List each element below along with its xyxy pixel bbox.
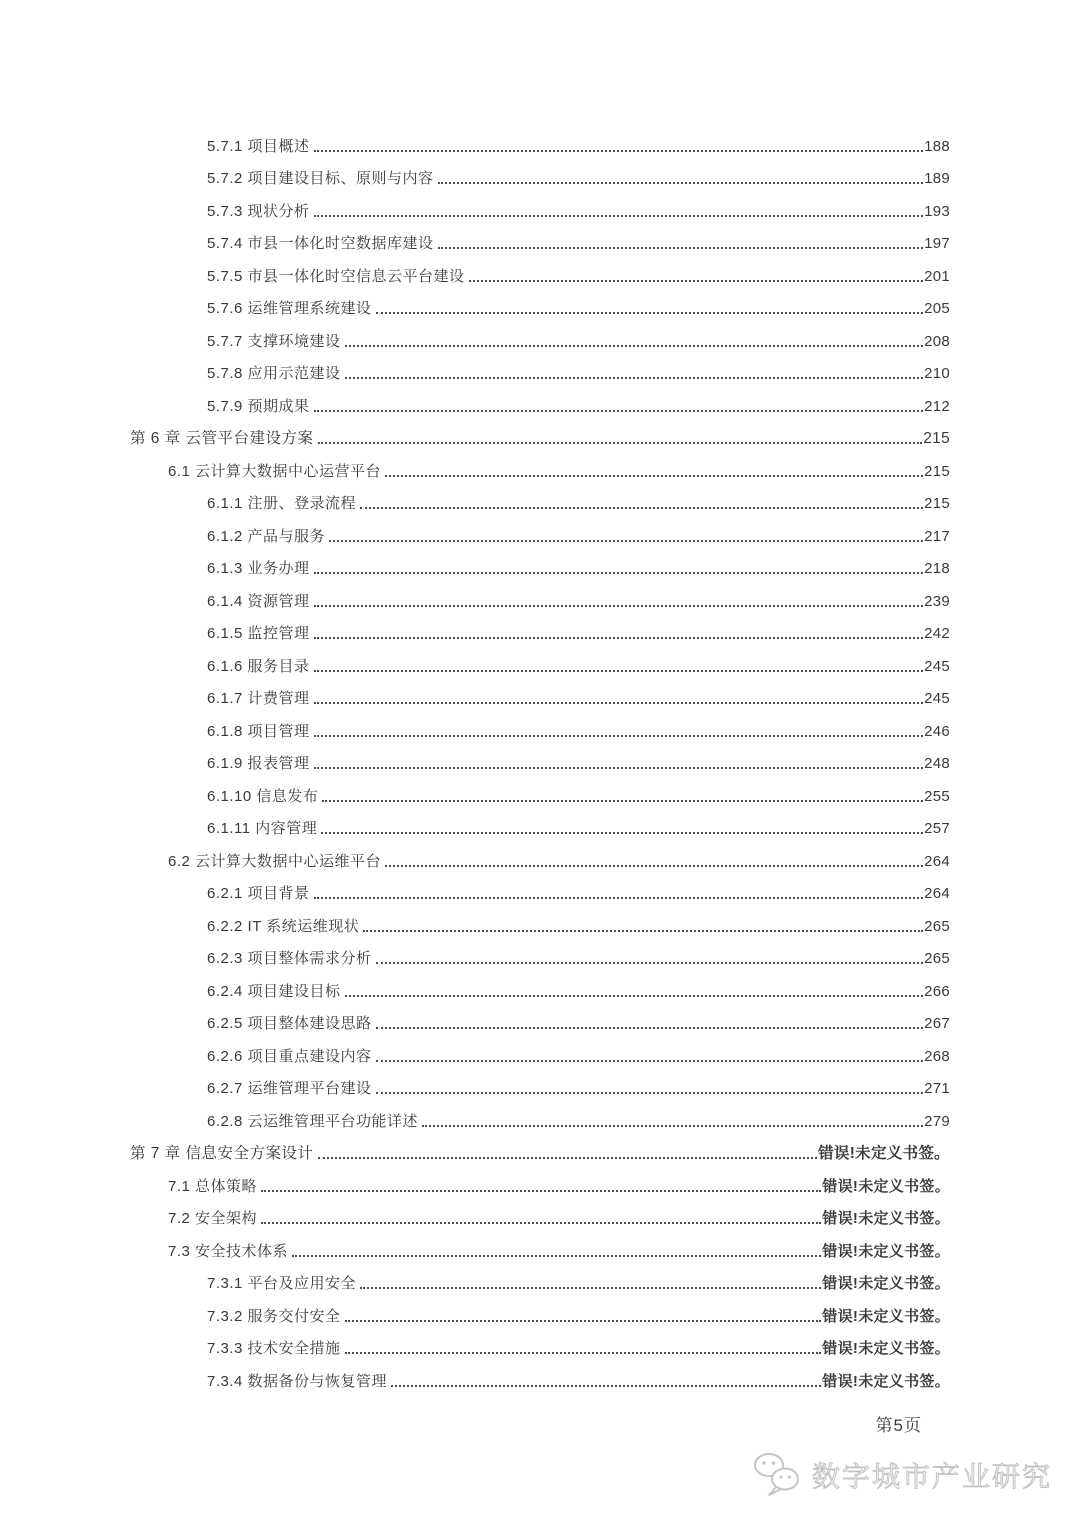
toc-entry <box>130 741 950 774</box>
toc-entry <box>130 481 950 514</box>
toc-entry-label: 6.2.1 项目背景 <box>207 885 310 902</box>
toc-entry-label: 6.1.10 信息发布 <box>207 787 319 805</box>
toc-entry-label: 5.7.6 运维管理系统建设 <box>207 300 372 317</box>
dot-leader <box>345 377 924 379</box>
dot-leader <box>314 215 924 217</box>
toc-entry-page: 271 <box>924 1080 950 1097</box>
toc-entry-page: 268 <box>924 1047 950 1065</box>
dot-leader <box>329 540 923 542</box>
toc-entry-page: 215 <box>924 495 950 512</box>
toc-entry-label: 6.2.3 项目整体需求分析 <box>207 950 372 967</box>
toc-entry <box>130 643 950 676</box>
toc-entry <box>130 871 950 904</box>
wechat-logo-icon <box>752 1452 804 1498</box>
dot-leader <box>318 442 923 444</box>
toc-entry-page: 246 <box>924 722 950 740</box>
toc-entry-label: 6.2.5 项目整体建设思路 <box>207 1015 372 1032</box>
toc-entry-page: 239 <box>924 592 950 610</box>
toc-entry <box>130 1066 950 1099</box>
dot-leader <box>314 150 924 152</box>
toc-entry-page: 267 <box>924 1015 950 1032</box>
toc-entry-page: 193 <box>924 202 950 220</box>
dot-leader <box>314 670 924 672</box>
dot-leader <box>314 410 924 412</box>
toc-entry <box>130 383 950 416</box>
toc-entry <box>130 1163 950 1196</box>
toc-entry-page: 265 <box>924 917 950 935</box>
toc-entry-page: 264 <box>924 852 950 870</box>
dot-leader <box>318 1157 818 1159</box>
toc-entry-page: 错误!未定义书签。 <box>822 1210 950 1227</box>
watermark-text: 数字城市产业研究 <box>811 1461 1052 1492</box>
toc-entry-label: 6.2.2 IT 系统运维现状 <box>207 917 360 935</box>
dot-leader <box>360 507 923 509</box>
dot-leader <box>438 247 924 249</box>
toc-entry-label: 7.3.1 平台及应用安全 <box>207 1275 357 1292</box>
toc-entry-label: 6.1.5 监控管理 <box>207 625 310 642</box>
toc-entry-label: 6.1.9 报表管理 <box>207 755 310 772</box>
dot-leader <box>314 605 924 607</box>
page-number-footer: 第5页 <box>875 1416 922 1435</box>
toc-entry-page: 266 <box>924 982 950 1000</box>
toc-entry <box>130 578 950 611</box>
toc-entry-page: 245 <box>924 657 950 675</box>
toc-entry <box>130 838 950 871</box>
dot-leader <box>261 1222 821 1224</box>
toc-entry-label: 5.7.5 市县一体化时空信息云平台建设 <box>207 267 465 285</box>
toc-entry <box>130 286 950 319</box>
dot-leader <box>322 800 923 802</box>
toc-entry-label: 7.1 总体策略 <box>168 1177 258 1195</box>
toc-entry <box>130 1033 950 1066</box>
table-of-contents <box>130 123 950 1391</box>
dot-leader <box>261 1190 821 1192</box>
toc-entry-page: 205 <box>924 300 950 317</box>
toc-entry-label: 6.2.4 项目建设目标 <box>207 982 341 1000</box>
watermark <box>752 1452 1052 1498</box>
toc-entry-page: 279 <box>924 1112 950 1130</box>
dot-leader <box>385 475 923 477</box>
toc-entry-page: 189 <box>924 170 950 187</box>
toc-entry-page: 248 <box>924 755 950 772</box>
dot-leader <box>438 182 924 184</box>
toc-entry <box>130 806 950 839</box>
toc-entry-label: 5.7.9 预期成果 <box>207 397 310 415</box>
toc-entry-label: 6.1.3 业务办理 <box>207 560 310 577</box>
toc-entry-label: 6.1.4 资源管理 <box>207 592 310 610</box>
toc-entry-label: 6.2.8 云运维管理平台功能详述 <box>207 1112 419 1130</box>
dot-leader <box>314 767 924 769</box>
toc-entry-page: 188 <box>924 137 950 155</box>
toc-entry-label: 7.3 安全技术体系 <box>168 1242 289 1260</box>
toc-entry-page: 245 <box>924 690 950 707</box>
dot-leader <box>345 345 924 347</box>
toc-entry <box>130 708 950 741</box>
toc-entry-page: 210 <box>924 365 950 382</box>
toc-entry-label: 5.7.1 项目概述 <box>207 137 310 155</box>
toc-entry-label: 6.1.2 产品与服务 <box>207 527 326 545</box>
dot-leader <box>469 280 924 282</box>
toc-entry-label: 第 6 章 云管平台建设方案 <box>130 430 314 447</box>
toc-entry-label: 6.1.7 计费管理 <box>207 690 310 707</box>
toc-entry-page: 265 <box>924 950 950 967</box>
toc-entry <box>130 123 950 156</box>
toc-entry <box>130 936 950 969</box>
toc-entry-page: 错误!未定义书签。 <box>822 1340 950 1357</box>
toc-entry-page: 错误!未定义书签。 <box>822 1372 950 1390</box>
toc-entry-label: 6.1.11 内容管理 <box>207 820 318 837</box>
toc-entry-page: 255 <box>924 787 950 805</box>
toc-entry-label: 6.1.1 注册、登录流程 <box>207 495 357 512</box>
toc-entry-label: 6.1.6 服务目录 <box>207 657 310 675</box>
toc-entry <box>130 1131 950 1164</box>
dot-leader <box>345 1352 822 1354</box>
toc-entry-page: 错误!未定义书签。 <box>822 1275 950 1292</box>
toc-entry <box>130 1001 950 1034</box>
toc-entry-label: 7.3.2 服务交付安全 <box>207 1307 341 1325</box>
toc-entry <box>130 903 950 936</box>
toc-entry <box>130 1358 950 1391</box>
toc-entry <box>130 546 950 579</box>
dot-leader <box>314 897 924 899</box>
toc-entry-label: 6.2 云计算大数据中心运维平台 <box>168 852 382 870</box>
dot-leader <box>314 572 924 574</box>
toc-entry-page: 218 <box>924 560 950 577</box>
toc-entry-page: 242 <box>924 625 950 642</box>
toc-entry-label: 6.2.6 项目重点建设内容 <box>207 1047 372 1065</box>
toc-entry <box>130 253 950 286</box>
toc-entry-label: 5.7.8 应用示范建设 <box>207 365 341 382</box>
toc-entry-label: 6.1.8 项目管理 <box>207 722 310 740</box>
toc-entry-label: 6.1 云计算大数据中心运营平台 <box>168 462 382 480</box>
toc-entry-label: 7.2 安全架构 <box>168 1210 258 1227</box>
toc-entry-page: 215 <box>924 462 950 480</box>
toc-entry <box>130 1196 950 1229</box>
toc-entry-label: 7.3.3 技术安全措施 <box>207 1340 341 1357</box>
toc-entry <box>130 611 950 644</box>
toc-entry <box>130 351 950 384</box>
toc-entry-label: 第 7 章 信息安全方案设计 <box>130 1145 314 1162</box>
toc-entry <box>130 773 950 806</box>
toc-entry-page: 错误!未定义书签。 <box>822 1307 950 1325</box>
toc-entry-page: 257 <box>924 820 950 837</box>
toc-entry-page: 208 <box>924 332 950 350</box>
dot-leader <box>345 995 924 997</box>
toc-entry-page: 264 <box>924 885 950 902</box>
toc-entry <box>130 416 950 449</box>
toc-entry <box>130 1326 950 1359</box>
toc-entry <box>130 318 950 351</box>
toc-entry-page: 212 <box>924 397 950 415</box>
toc-entry-page: 197 <box>924 235 950 252</box>
toc-entry-label: 7.3.4 数据备份与恢复管理 <box>207 1372 388 1390</box>
toc-entry <box>130 1228 950 1261</box>
dot-leader <box>360 1287 821 1289</box>
dot-leader <box>391 1385 821 1387</box>
toc-entry <box>130 968 950 1001</box>
toc-entry-label: 6.2.7 运维管理平台建设 <box>207 1080 372 1097</box>
toc-entry-page: 错误!未定义书签。 <box>822 1242 950 1260</box>
toc-entry <box>130 188 950 221</box>
dot-leader <box>314 637 924 639</box>
toc-entry <box>130 156 950 189</box>
dot-leader <box>385 865 923 867</box>
dot-leader <box>376 1060 924 1062</box>
toc-entry <box>130 1293 950 1326</box>
dot-leader <box>292 1255 821 1257</box>
dot-leader <box>376 962 924 964</box>
dot-leader <box>314 702 924 704</box>
dot-leader <box>422 1125 923 1127</box>
toc-entry <box>130 221 950 254</box>
toc-entry-page: 错误!未定义书签。 <box>818 1145 950 1162</box>
toc-entry-label: 5.7.4 市县一体化时空数据库建设 <box>207 235 434 252</box>
toc-entry <box>130 513 950 546</box>
toc-entry <box>130 1098 950 1131</box>
dot-leader <box>321 832 923 834</box>
toc-entry-page: 215 <box>923 430 950 447</box>
toc-entry-label: 5.7.2 项目建设目标、原则与内容 <box>207 170 434 187</box>
dot-leader <box>376 312 924 314</box>
dot-leader <box>363 930 923 932</box>
toc-entry-page: 错误!未定义书签。 <box>822 1177 950 1195</box>
dot-leader <box>376 1092 924 1094</box>
dot-leader <box>345 1320 822 1322</box>
toc-entry <box>130 448 950 481</box>
toc-entry-page: 217 <box>924 527 950 545</box>
dot-leader <box>376 1027 924 1029</box>
toc-entry <box>130 1261 950 1294</box>
toc-entry-label: 5.7.3 现状分析 <box>207 202 310 220</box>
dot-leader <box>314 735 924 737</box>
toc-entry <box>130 676 950 709</box>
toc-entry-page: 201 <box>924 267 950 285</box>
toc-entry-label: 5.7.7 支撑环境建设 <box>207 332 341 350</box>
